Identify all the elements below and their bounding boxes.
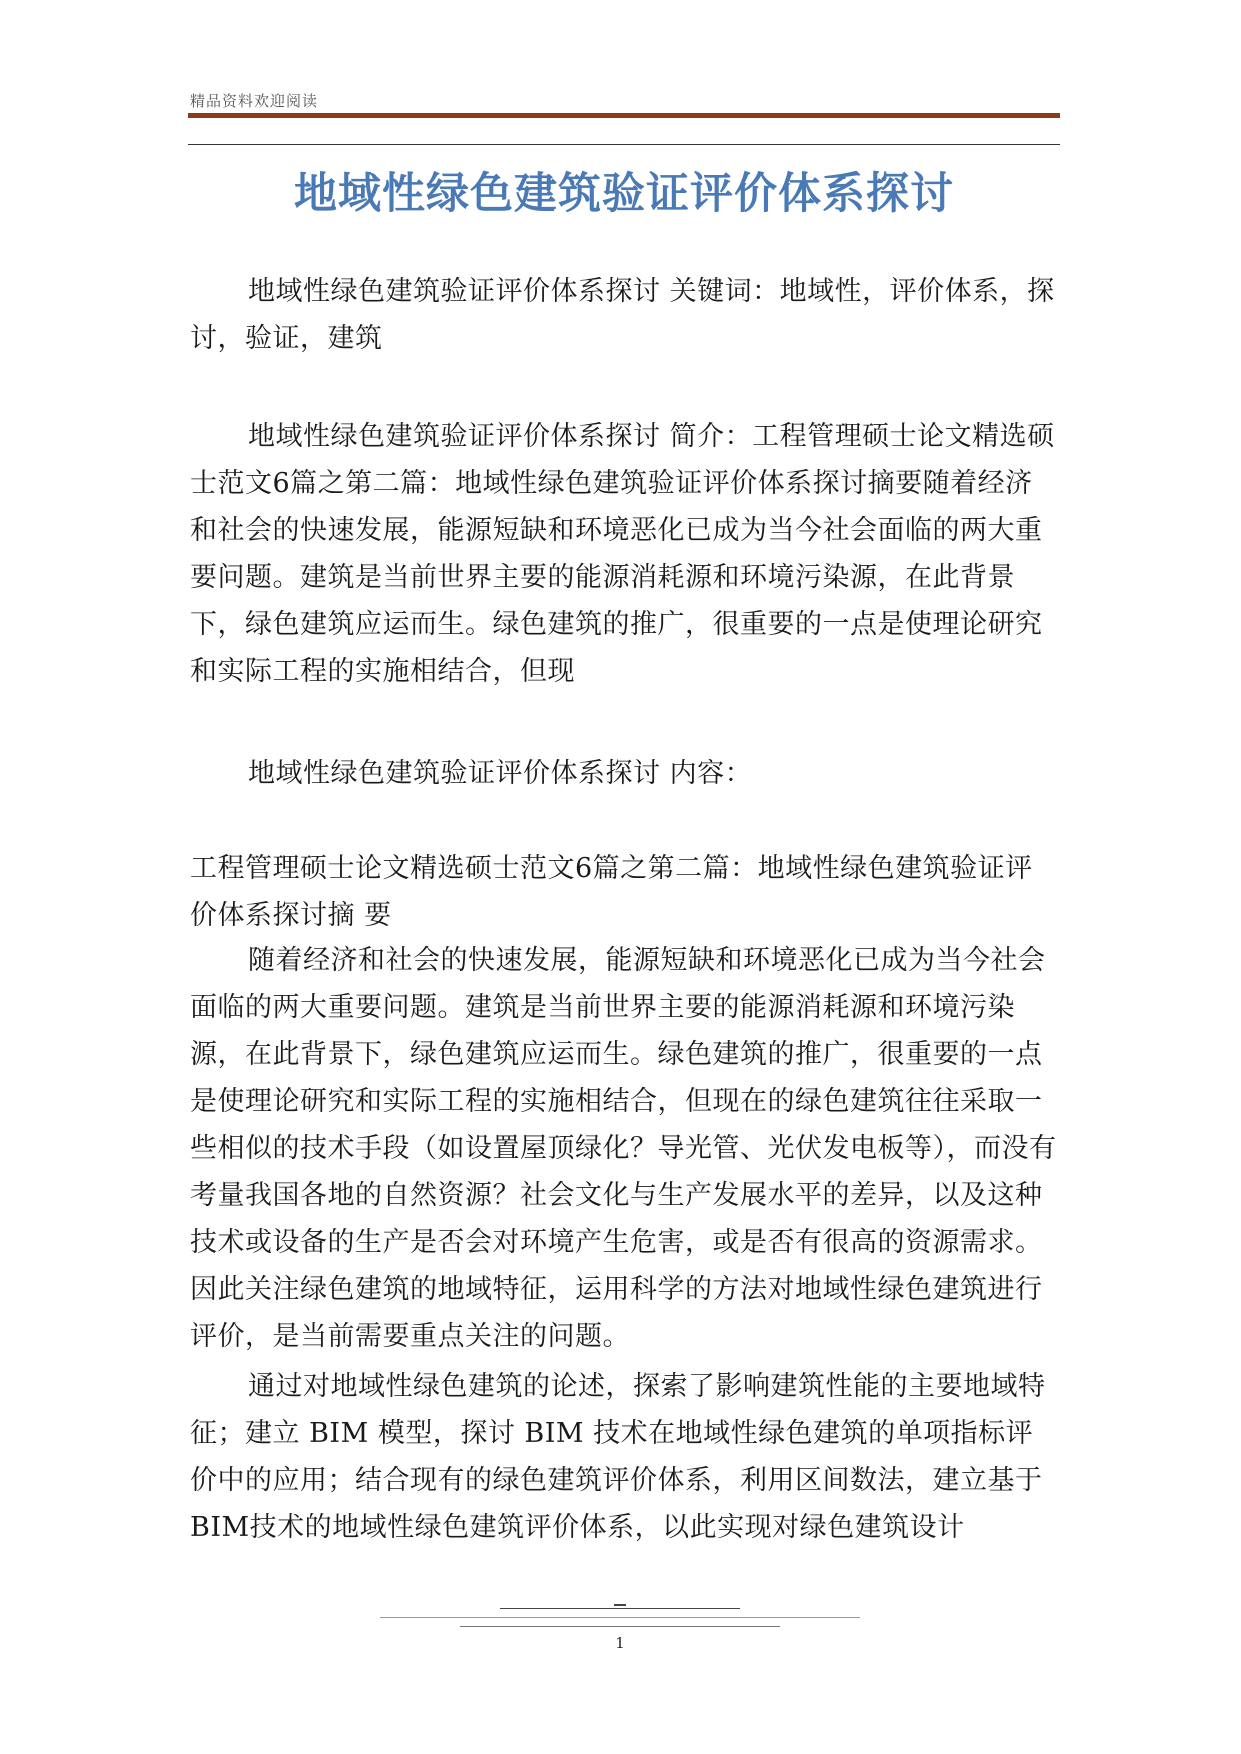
paragraph-abstract-1: 随着经济和社会的快速发展，能源短缺和环境恶化已成为当今社会面临的两大重要问题。建筑是当前世界主要的能源消耗源和环境污染源，在此背景下，绿色建筑应运而生。绿色建筑的推广，很重要的一点是使理论研究和实际工程的实施相结合，但现在的绿色建筑往往采取一些相似的技术手段（如设置屋顶绿化？导光管、光伏发电板等），而没有考量我国各地的自然资源？社会文化与生产发展水平的差异，以及这种技术或设备的生产是否会对环境产生危害，或是否有很高的资源需求。因此关注绿色建筑的地域特征，运用科学的方法对地域性绿色建筑进行评价，是当前需要重点关注的问题。 <box>190 945 1057 1352</box>
paragraph-summary: 地域性绿色建筑验证评价体系探讨 简介：工程管理硕士论文精选硕士范文6篇之第二篇：地域性绿色建筑验证评价体系探讨摘要随着经济和社会的快速发展，能源短缺和环境恶化已成为当今社会面临的两大重要问题。建筑是当前世界主要的能源消耗源和环境污染源，在此背景下，绿色建筑应运而生。绿色建筑的推广，很重要的一点是使理论研究和实际工程的实施相结合，但现 <box>190 421 1055 687</box>
header-rule-thin <box>188 144 1060 145</box>
footer-rule <box>460 1626 780 1627</box>
paragraph-content-label: 地域性绿色建筑验证评价体系探讨 内容： <box>248 758 753 789</box>
page-number: 1 <box>615 1634 625 1652</box>
footer-rule <box>380 1617 860 1618</box>
paragraph-abstract-2: 通过对地域性绿色建筑的论述，探索了影响建筑性能的主要地域特征；建立 BIM 模型，探讨 BIM 技术在地域性绿色建筑的单项指标评价中的应用；结合现有的绿色建筑评价体系，利用区间数法，建立基于BIM技术的地域性绿色建筑评价体系，以此实现对绿色建筑设计 <box>190 1371 1046 1543</box>
paragraph-article-heading: 工程管理硕士论文精选硕士范文6篇之第二篇：地域性绿色建筑验证评价体系探讨摘 要 <box>190 853 1033 931</box>
paragraph-keywords: 地域性绿色建筑验证评价体系探讨 关键词：地域性，评价体系，探讨，验证，建筑 <box>190 276 1055 354</box>
document-title: 地域性绿色建筑验证评价体系探讨 <box>294 169 954 219</box>
footer-rule <box>500 1608 740 1609</box>
header-rule-thick <box>188 113 1060 118</box>
footer-tick <box>614 1604 626 1606</box>
header-text: 精品资料欢迎阅读 <box>190 92 319 110</box>
